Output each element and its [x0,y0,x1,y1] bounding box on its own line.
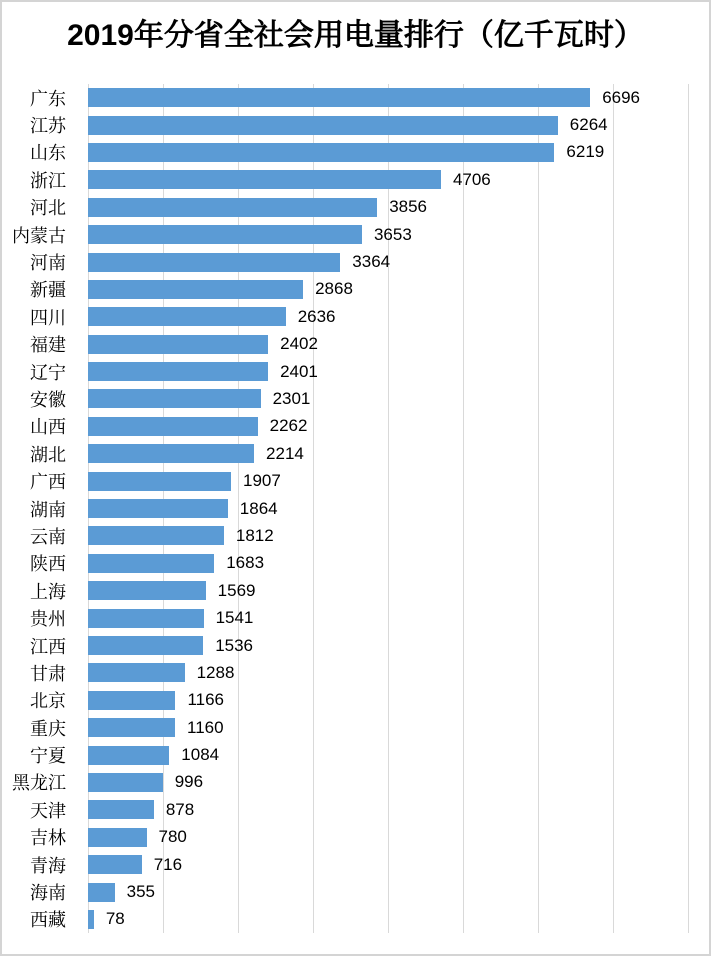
category-label: 江西 [30,636,66,657]
value-label: 1812 [235,525,274,545]
category-label: 内蒙古 [12,225,66,246]
value-label: 2401 [280,361,318,381]
bar[interactable] [88,526,224,545]
bar-row [88,248,690,275]
bar-row [88,303,690,330]
value-label: 1166 [187,690,224,710]
bar-row [88,769,690,796]
value-label: 1569 [217,580,256,600]
bar-row [88,824,690,851]
bar-row [88,577,690,604]
category-label: 甘肃 [30,663,66,684]
bar-row [88,166,690,193]
value-label: 1536 [215,635,254,655]
category-label: 陕西 [30,554,66,575]
bar-row [88,714,690,741]
bar-row [88,84,690,111]
bar[interactable] [88,554,214,573]
bar[interactable] [88,855,142,874]
bar[interactable] [88,718,175,737]
category-label: 四川 [30,307,66,328]
bar-chart [2,84,709,933]
bar-row [88,550,690,577]
value-label: 1288 [196,662,235,682]
value-label: 1907 [243,471,281,491]
plot-area [88,84,690,933]
bar[interactable] [88,225,362,244]
bar-row [88,358,690,385]
bar-row [88,906,690,933]
bar[interactable] [88,883,115,902]
bar-row [88,413,690,440]
value-label: 6264 [569,115,608,135]
value-label: 716 [153,854,183,874]
category-label: 山西 [30,417,66,438]
value-label: 2262 [269,416,308,436]
category-label: 河北 [30,198,66,219]
value-label: 1541 [215,608,254,628]
category-label: 江苏 [30,116,66,137]
category-label: 青海 [30,855,66,876]
bar[interactable] [88,88,590,107]
bar-row [88,440,690,467]
chart-container [2,18,709,933]
value-label: 878 [165,799,195,819]
bar-row [88,467,690,494]
bar[interactable] [88,389,261,408]
category-label: 河南 [30,253,66,274]
bar-row [88,604,690,631]
category-label: 天津 [30,800,66,821]
value-label: 1683 [226,553,265,573]
chart-title: 2019年分省全社会用电量排行（亿千瓦时） [67,19,644,52]
bar-row [88,659,690,686]
bar-row [88,331,690,358]
bar-row [88,111,690,138]
bar-row [88,851,690,878]
value-label: 996 [174,772,204,792]
category-label: 宁夏 [30,746,66,767]
bar[interactable] [88,362,268,381]
bar[interactable] [88,444,254,463]
category-label: 新疆 [30,280,66,301]
bar[interactable] [88,170,441,189]
bar-row [88,221,690,248]
category-axis [2,84,66,933]
bar[interactable] [88,417,258,436]
value-label: 2402 [280,334,318,354]
category-label: 海南 [30,883,66,904]
bar-row [88,139,690,166]
value-label: 1084 [181,745,220,765]
bar[interactable] [88,746,169,765]
bar[interactable] [88,280,303,299]
value-label: 4706 [452,169,491,189]
category-label: 浙江 [30,170,66,191]
bar-row [88,276,690,303]
bar[interactable] [88,773,163,792]
value-label: 355 [126,882,155,902]
bar[interactable] [88,335,268,354]
category-label: 贵州 [30,609,66,630]
bar[interactable] [88,910,94,929]
bar[interactable] [88,307,286,326]
bar[interactable] [88,143,554,162]
bar[interactable] [88,472,231,491]
bar[interactable] [88,581,206,600]
value-label: 2636 [297,306,336,326]
category-label: 吉林 [30,828,66,849]
category-label: 湖北 [30,444,66,465]
category-label: 上海 [30,581,66,602]
value-label: 1160 [187,717,224,737]
value-label: 1864 [239,498,278,518]
category-label: 山东 [30,143,66,164]
category-label: 湖南 [30,499,66,520]
bar[interactable] [88,636,203,655]
value-label: 2868 [315,279,353,299]
category-label: 广东 [30,88,66,109]
value-label: 78 [105,909,125,929]
bar-row [88,796,690,823]
category-label: 西藏 [30,910,66,931]
bar[interactable] [88,198,377,217]
bar-row [88,741,690,768]
bar-row [88,495,690,522]
category-label: 云南 [30,526,66,547]
value-label: 780 [158,827,187,847]
value-label: 2214 [266,443,304,463]
bar-row [88,385,690,412]
bar-row [88,522,690,549]
category-label: 安徽 [30,389,66,410]
category-label: 黑龙江 [12,773,66,794]
category-label: 福建 [30,335,66,356]
value-label: 2301 [272,388,311,408]
value-label: 6219 [566,142,605,162]
category-label: 辽宁 [30,362,66,383]
category-label: 北京 [30,691,66,712]
bar[interactable] [88,499,228,518]
bar-row [88,194,690,221]
category-label: 重庆 [30,718,66,739]
bar-row [88,878,690,905]
bar[interactable] [88,828,147,847]
bar[interactable] [88,691,175,710]
bar[interactable] [88,800,154,819]
category-label: 广西 [30,472,66,493]
bar[interactable] [88,663,185,682]
value-label: 6696 [602,87,641,107]
value-label: 3653 [373,224,412,244]
bar-row [88,632,690,659]
bar[interactable] [88,609,204,628]
value-label: 3856 [389,197,428,217]
bar[interactable] [88,116,558,135]
bar[interactable] [88,253,340,272]
value-label: 3364 [352,252,391,272]
bar-row [88,687,690,714]
